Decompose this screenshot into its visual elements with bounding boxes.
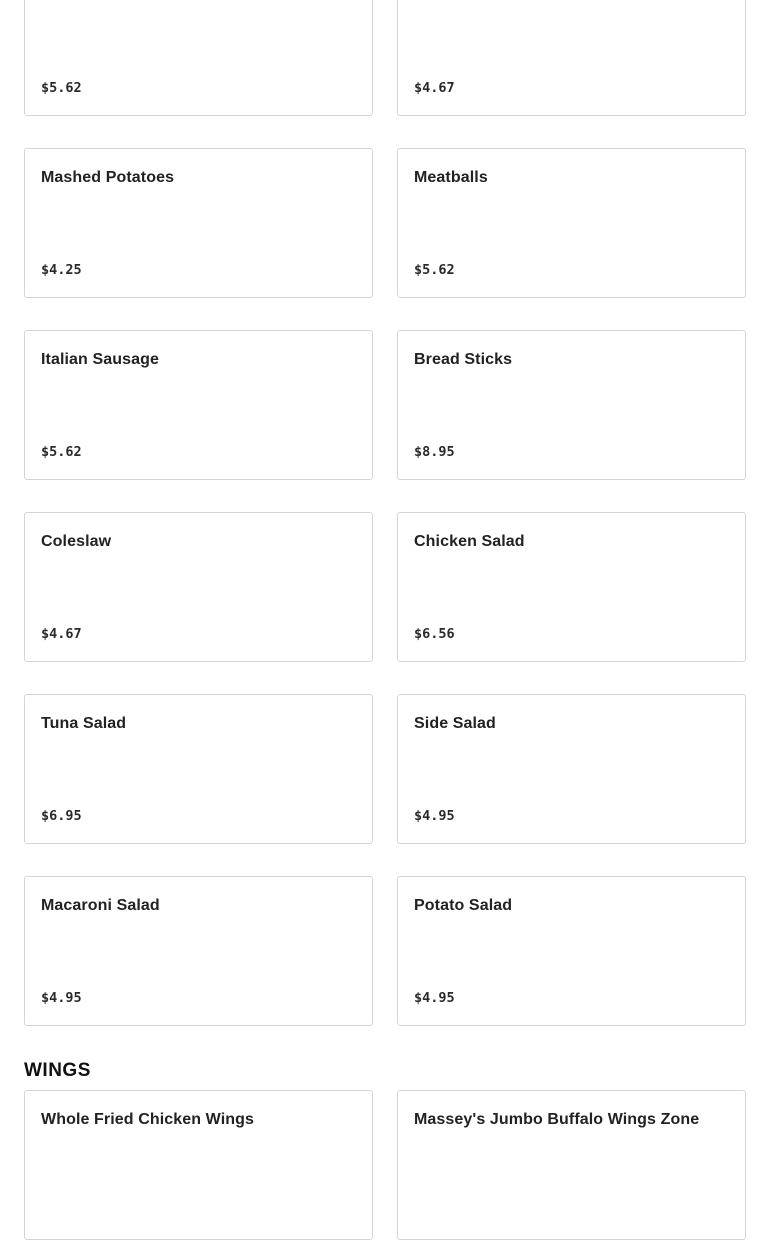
- menu-item-card[interactable]: [397, 694, 746, 844]
- menu-item-card[interactable]: [397, 0, 746, 116]
- menu-item-price: $5.62: [41, 80, 82, 96]
- menu-item-price: $4.67: [414, 80, 455, 96]
- wings-item-grid: [24, 1090, 746, 1240]
- menu-item-price: $4.95: [41, 990, 82, 1006]
- menu-item-name: Potato Salad: [414, 897, 513, 914]
- menu-item-card[interactable]: [397, 512, 746, 662]
- menu-item-card[interactable]: [24, 876, 373, 1026]
- menu-item-price: $5.62: [414, 262, 455, 278]
- menu-item-card[interactable]: [24, 0, 373, 116]
- menu-item-name: Tuna Salad: [41, 715, 127, 732]
- menu-item-price: $4.67: [41, 626, 82, 642]
- menu-item-card[interactable]: [24, 694, 373, 844]
- menu-item-name: Italian Sausage: [41, 351, 159, 368]
- menu-item-price: $6.95: [41, 808, 82, 824]
- menu-item-price: $4.25: [41, 262, 82, 278]
- menu-item-name: Side Salad: [414, 715, 496, 732]
- menu-item-price: $5.62: [41, 444, 82, 460]
- section-title-wings: WINGS: [24, 1060, 91, 1081]
- menu-item-name: Mashed Potatoes: [41, 169, 175, 186]
- menu-item-card[interactable]: [397, 330, 746, 480]
- menu-item-card[interactable]: [397, 1090, 746, 1240]
- menu-item-card[interactable]: [397, 148, 746, 298]
- menu-item-name: Whole Fried Chicken Wings: [41, 1111, 255, 1128]
- menu-item-name: Meatballs: [414, 169, 488, 186]
- sides-item-grid: [24, 0, 746, 1026]
- menu-item-name: Coleslaw: [41, 533, 112, 550]
- menu-item-price: $8.95: [414, 444, 455, 460]
- menu-item-price: $4.95: [414, 990, 455, 1006]
- menu-item-card[interactable]: [24, 330, 373, 480]
- menu-item-card[interactable]: [24, 512, 373, 662]
- menu-item-price: $6.56: [414, 626, 455, 642]
- menu-item-card[interactable]: [24, 1090, 373, 1240]
- menu-item-card[interactable]: [24, 148, 373, 298]
- menu-item-name: Massey's Jumbo Buffalo Wings Zone: [414, 1111, 700, 1128]
- menu-list: [24, 0, 746, 1240]
- menu-item-card[interactable]: [397, 876, 746, 1026]
- menu-item-name: Chicken Salad: [414, 533, 525, 550]
- menu-item-name: Macaroni Salad: [41, 897, 160, 914]
- menu-item-price: $4.95: [414, 808, 455, 824]
- menu-item-name: Bread Sticks: [414, 351, 513, 368]
